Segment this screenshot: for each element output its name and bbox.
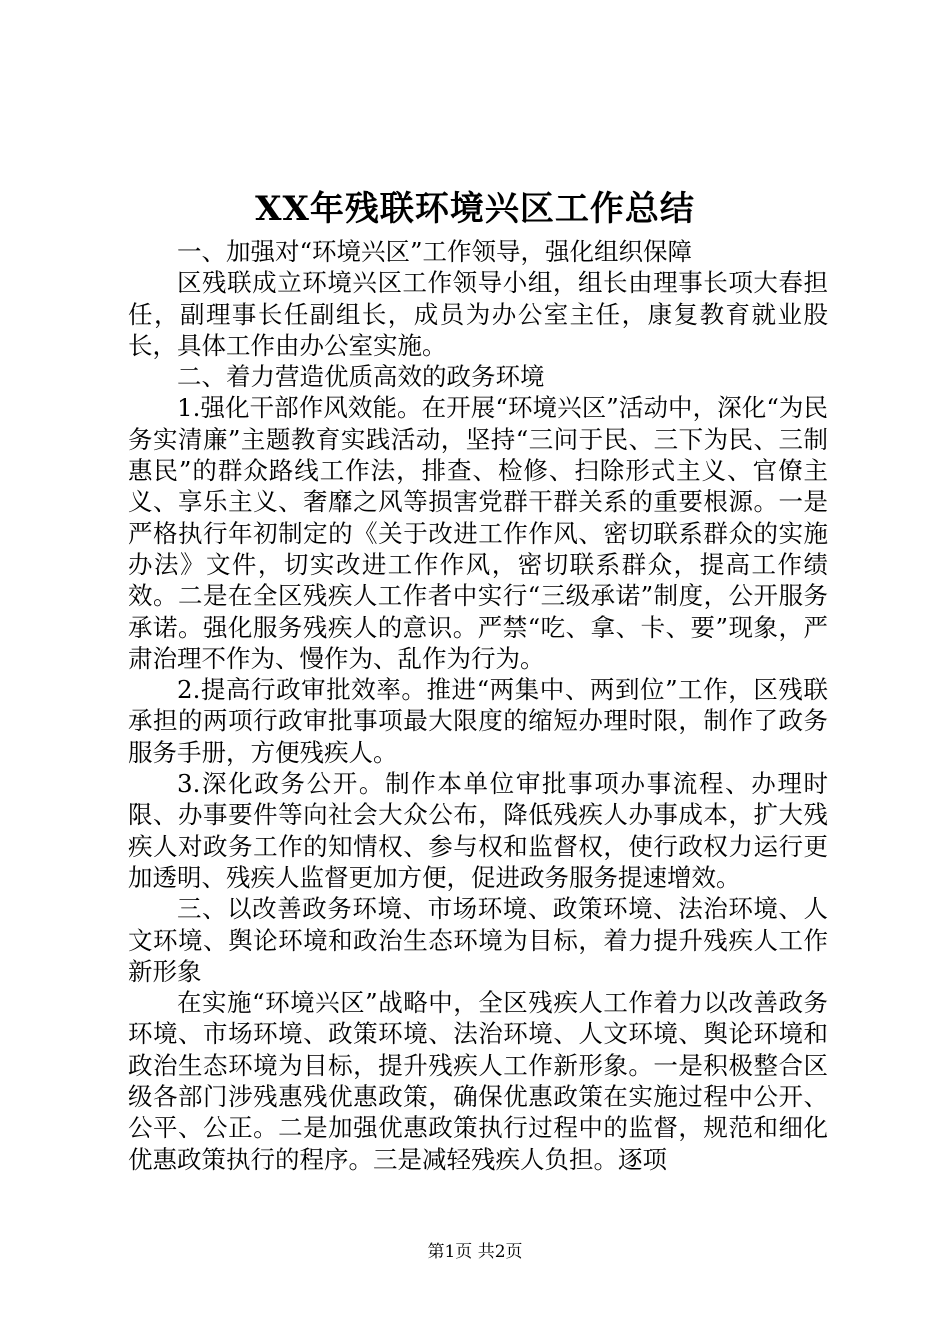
paragraph: 1.强化干部作风效能。在开展“环境兴区”活动中，深化“为民务实清廉”主题教育实践活动，坚持“三问于民、三下为民、三制惠民”的群众路线工作法，排查、检修、扫除形式主义、官僚主义、享乐主义、奢靡之风等损害党群干群关系的重要根源。一是严格执行年初制定的《关于改进工作作风、密切联系群众的实施办法》文件，切实改进工作作风，密切联系群众，提高工作绩效。二是在全区残疾人工作者中实行“三级承诺”制度，公开服务承诺。强化服务残疾人的意识。严禁“吃、拿、卡、要”现象，严肃治理不作为、慢作为、乱作为行为。 [128, 393, 828, 673]
section-heading-2: 二、着力营造优质高效的政务环境 [177, 362, 545, 392]
document-title: XX年残联环境兴区工作总结 [255, 189, 695, 229]
paragraph: 在实施“环境兴区”战略中，全区残疾人工作着力以改善政务环境、市场环境、政策环境、法治环境、人文环境、舆论环境和政治生态环境为目标，提升残疾人工作新形象。一是积极整合区级各部门涉残惠残优惠政策，确保优惠政策在实施过程中公开、公平、公正。二是加强优惠政策执行过程中的监督，规范和细化优惠政策执行的程序。三是减轻残疾人负担。逐项 [128, 988, 828, 1174]
paragraph: 3.深化政务公开。制作本单位审批事项办事流程、办理时限、办事要件等向社会大众公布，降低残疾人办事成本，扩大残疾人对政务工作的知情权、参与权和监督权，使行政权力运行更加透明、残疾人监督更加方便，促进政务服务提速增效。 [128, 769, 828, 892]
page-footer: 第1页 共2页 [427, 1242, 523, 1262]
section-heading-3: 三、以改善政务环境、市场环境、政策环境、法治环境、人文环境、舆论环境和政治生态环境为目标，着力提升残疾人工作新形象 [128, 894, 828, 986]
section-heading-1: 一、加强对“环境兴区”工作领导，强化组织保障 [177, 237, 693, 266]
paragraph: 2.提高行政审批效率。推进“两集中、两到位”工作，区残联承担的两项行政审批事项最大限度的缩短办理时限，制作了政务服务手册，方便残疾人。 [128, 675, 828, 767]
document-body [128, 236, 828, 1175]
paragraph: 区残联成立环境兴区工作领导小组，组长由理事长项大春担任，副理事长任副组长，成员为办公室主任，康复教育就业股长，具体工作由办公室实施。 [128, 268, 828, 360]
